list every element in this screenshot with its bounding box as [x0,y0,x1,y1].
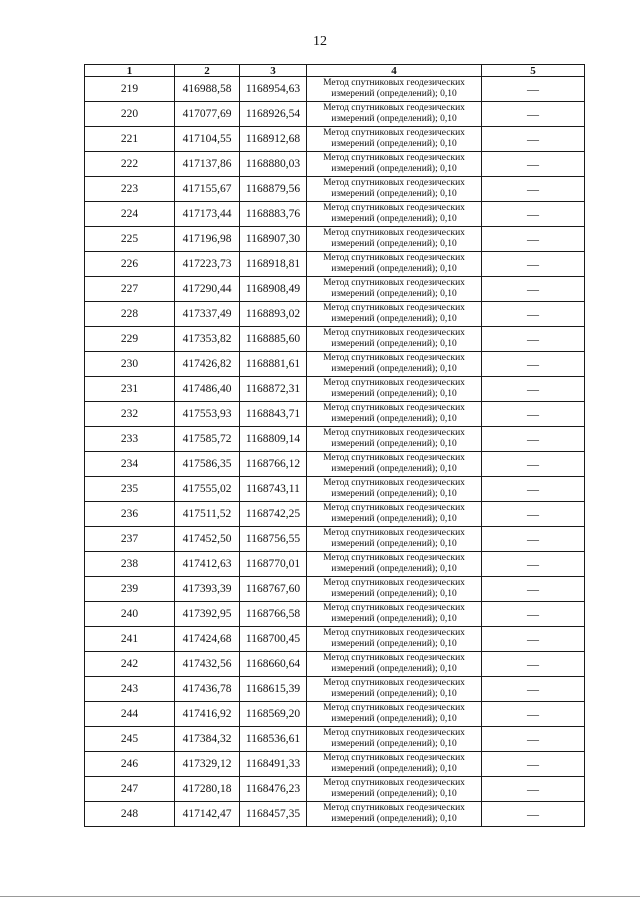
method-line-2: измерений (определений); 0,10 [331,664,457,674]
method-line-2: измерений (определений); 0,10 [331,389,457,399]
y-coordinate-cell: 1168912,68 [240,127,307,152]
x-coordinate-cell: 417155,67 [175,177,240,202]
table-row [85,602,585,627]
y-coordinate-cell: 1168926,54 [240,102,307,127]
method-cell [307,652,482,677]
y-coordinate-cell: 1168918,81 [240,252,307,277]
method-line-1: Метод спутниковых геодезических [323,353,465,363]
y-coordinate-cell: 1168569,20 [240,702,307,727]
point-number-cell: 221 [85,127,175,152]
y-coordinate-cell: 1168742,25 [240,502,307,527]
method-line-1: Метод спутниковых геодезических [323,478,465,488]
y-coordinate-cell: 1168880,03 [240,152,307,177]
table-row [85,277,585,302]
method-cell [307,177,482,202]
y-coordinate-cell: 1168457,35 [240,802,307,827]
method-cell [307,77,482,102]
table-header-row [85,65,585,77]
point-number-cell: 228 [85,302,175,327]
method-cell [307,777,482,802]
method-cell [307,427,482,452]
point-number-cell: 233 [85,427,175,452]
method-cell [307,602,482,627]
table-row [85,127,585,152]
table-row [85,202,585,227]
method-line-2: измерений (определений); 0,10 [331,114,457,124]
column-5-cell: — [482,402,585,427]
column-5-cell: — [482,627,585,652]
point-number-cell: 246 [85,752,175,777]
table-row [85,702,585,727]
x-coordinate-cell: 417486,40 [175,377,240,402]
table-row [85,752,585,777]
table-row [85,777,585,802]
table-row [85,252,585,277]
method-line-1: Метод спутниковых геодезических [323,628,465,638]
method-line-1: Метод спутниковых геодезических [323,753,465,763]
table-row [85,177,585,202]
column-5-cell: — [482,702,585,727]
method-line-1: Метод спутниковых геодезических [323,653,465,663]
point-number-cell: 222 [85,152,175,177]
method-line-1: Метод спутниковых геодезических [323,128,465,138]
column-5-cell: — [482,227,585,252]
point-number-cell: 224 [85,202,175,227]
point-number-cell: 238 [85,552,175,577]
method-line-1: Метод спутниковых геодезических [323,378,465,388]
x-coordinate-cell: 416988,58 [175,77,240,102]
method-line-1: Метод спутниковых геодезических [323,328,465,338]
x-coordinate-cell: 417104,55 [175,127,240,152]
method-cell [307,677,482,702]
x-coordinate-cell: 417452,50 [175,527,240,552]
y-coordinate-cell: 1168879,56 [240,177,307,202]
method-line-2: измерений (определений); 0,10 [331,339,457,349]
y-coordinate-cell: 1168809,14 [240,427,307,452]
column-5-cell: — [482,377,585,402]
table-row [85,77,585,102]
point-number-cell: 240 [85,602,175,627]
method-cell [307,727,482,752]
header-col-2: 2 [175,65,240,77]
table-row [85,327,585,352]
table-row [85,552,585,577]
method-line-2: измерений (определений); 0,10 [331,789,457,799]
x-coordinate-cell: 417586,35 [175,452,240,477]
method-cell [307,252,482,277]
column-5-cell: — [482,552,585,577]
point-number-cell: 227 [85,277,175,302]
method-line-2: измерений (определений); 0,10 [331,264,457,274]
method-cell [307,752,482,777]
column-5-cell: — [482,277,585,302]
column-5-cell: — [482,502,585,527]
x-coordinate-cell: 417416,92 [175,702,240,727]
page-bottom-divider [0,896,640,897]
column-5-cell: — [482,652,585,677]
table-row [85,677,585,702]
point-number-cell: 220 [85,102,175,127]
table-row [85,652,585,677]
x-coordinate-cell: 417329,12 [175,752,240,777]
method-cell [307,327,482,352]
method-line-1: Метод спутниковых геодезических [323,703,465,713]
column-5-cell: — [482,777,585,802]
x-coordinate-cell: 417384,32 [175,727,240,752]
y-coordinate-cell: 1168615,39 [240,677,307,702]
column-5-cell: — [482,77,585,102]
method-cell [307,402,482,427]
y-coordinate-cell: 1168893,02 [240,302,307,327]
column-5-cell: — [482,152,585,177]
method-line-1: Метод спутниковых геодезических [323,278,465,288]
table-row [85,452,585,477]
method-line-2: измерений (определений); 0,10 [331,689,457,699]
point-number-cell: 236 [85,502,175,527]
method-cell [307,702,482,727]
column-5-cell: — [482,677,585,702]
y-coordinate-cell: 1168885,60 [240,327,307,352]
x-coordinate-cell: 417280,18 [175,777,240,802]
method-line-1: Метод спутниковых геодезических [323,528,465,538]
x-coordinate-cell: 417223,73 [175,252,240,277]
y-coordinate-cell: 1168881,61 [240,352,307,377]
header-col-5: 5 [482,65,585,77]
column-5-cell: — [482,602,585,627]
column-5-cell: — [482,302,585,327]
x-coordinate-cell: 417137,86 [175,152,240,177]
x-coordinate-cell: 417412,63 [175,552,240,577]
method-line-2: измерений (определений); 0,10 [331,564,457,574]
y-coordinate-cell: 1168700,45 [240,627,307,652]
y-coordinate-cell: 1168476,23 [240,777,307,802]
method-line-2: измерений (определений); 0,10 [331,714,457,724]
method-line-1: Метод спутниковых геодезических [323,103,465,113]
header-col-3: 3 [240,65,307,77]
point-number-cell: 243 [85,677,175,702]
table-row [85,377,585,402]
column-5-cell: — [482,127,585,152]
point-number-cell: 241 [85,627,175,652]
method-line-1: Метод спутниковых геодезических [323,578,465,588]
point-number-cell: 237 [85,527,175,552]
column-5-cell: — [482,577,585,602]
method-cell [307,627,482,652]
x-coordinate-cell: 417353,82 [175,327,240,352]
method-line-1: Метод спутниковых геодезических [323,153,465,163]
column-5-cell: — [482,452,585,477]
column-5-cell: — [482,727,585,752]
method-line-2: измерений (определений); 0,10 [331,164,457,174]
x-coordinate-cell: 417436,78 [175,677,240,702]
y-coordinate-cell: 1168954,63 [240,77,307,102]
method-cell [307,377,482,402]
y-coordinate-cell: 1168536,61 [240,727,307,752]
y-coordinate-cell: 1168491,33 [240,752,307,777]
table-body [85,77,585,827]
header-col-1: 1 [85,65,175,77]
x-coordinate-cell: 417173,44 [175,202,240,227]
table-row [85,402,585,427]
table-row [85,527,585,552]
method-cell [307,502,482,527]
point-number-cell: 235 [85,477,175,502]
method-line-2: измерений (определений); 0,10 [331,764,457,774]
column-5-cell: — [482,527,585,552]
method-line-2: измерений (определений); 0,10 [331,89,457,99]
column-5-cell: — [482,477,585,502]
method-line-2: измерений (определений); 0,10 [331,589,457,599]
method-line-1: Метод спутниковых геодезических [323,303,465,313]
x-coordinate-cell: 417392,95 [175,602,240,627]
method-line-1: Метод спутниковых геодезических [323,253,465,263]
table-row [85,802,585,827]
method-line-1: Метод спутниковых геодезических [323,428,465,438]
method-line-1: Метод спутниковых геодезических [323,503,465,513]
x-coordinate-cell: 417553,93 [175,402,240,427]
table-row [85,352,585,377]
y-coordinate-cell: 1168907,30 [240,227,307,252]
column-5-cell: — [482,427,585,452]
method-line-2: измерений (определений); 0,10 [331,139,457,149]
method-cell [307,802,482,827]
point-number-cell: 229 [85,327,175,352]
point-number-cell: 225 [85,227,175,252]
method-line-2: измерений (определений); 0,10 [331,364,457,374]
table-row [85,427,585,452]
table-row [85,502,585,527]
column-5-cell: — [482,177,585,202]
x-coordinate-cell: 417585,72 [175,427,240,452]
method-line-2: измерений (определений); 0,10 [331,464,457,474]
table-row [85,152,585,177]
method-line-2: измерений (определений); 0,10 [331,514,457,524]
point-number-cell: 244 [85,702,175,727]
point-number-cell: 247 [85,777,175,802]
column-5-cell: — [482,202,585,227]
method-cell [307,152,482,177]
method-cell [307,302,482,327]
method-cell [307,577,482,602]
method-line-2: измерений (определений); 0,10 [331,289,457,299]
table-row [85,477,585,502]
table-row [85,727,585,752]
method-line-2: измерений (определений); 0,10 [331,189,457,199]
point-number-cell: 219 [85,77,175,102]
y-coordinate-cell: 1168767,60 [240,577,307,602]
method-line-1: Метод спутниковых геодезических [323,203,465,213]
x-coordinate-cell: 417337,49 [175,302,240,327]
y-coordinate-cell: 1168743,11 [240,477,307,502]
table-row [85,102,585,127]
x-coordinate-cell: 417555,02 [175,477,240,502]
point-number-cell: 232 [85,402,175,427]
method-line-2: измерений (определений); 0,10 [331,314,457,324]
y-coordinate-cell: 1168756,55 [240,527,307,552]
method-line-1: Метод спутниковых геодезических [323,728,465,738]
method-line-1: Метод спутниковых геодезических [323,803,465,813]
method-cell [307,227,482,252]
y-coordinate-cell: 1168766,58 [240,602,307,627]
x-coordinate-cell: 417424,68 [175,627,240,652]
method-line-1: Метод спутниковых геодезических [323,453,465,463]
method-cell [307,552,482,577]
column-5-cell: — [482,352,585,377]
method-line-1: Метод спутниковых геодезических [323,778,465,788]
table-row [85,302,585,327]
method-line-2: измерений (определений); 0,10 [331,214,457,224]
point-number-cell: 239 [85,577,175,602]
column-5-cell: — [482,752,585,777]
method-cell [307,352,482,377]
table-row [85,577,585,602]
method-line-1: Метод спутниковых геодезических [323,178,465,188]
method-line-2: измерений (определений); 0,10 [331,814,457,824]
point-number-cell: 230 [85,352,175,377]
x-coordinate-cell: 417393,39 [175,577,240,602]
method-cell [307,127,482,152]
y-coordinate-cell: 1168660,64 [240,652,307,677]
method-line-2: измерений (определений); 0,10 [331,539,457,549]
x-coordinate-cell: 417196,98 [175,227,240,252]
y-coordinate-cell: 1168766,12 [240,452,307,477]
x-coordinate-cell: 417511,52 [175,502,240,527]
method-line-2: измерений (определений); 0,10 [331,414,457,424]
x-coordinate-cell: 417142,47 [175,802,240,827]
point-number-cell: 226 [85,252,175,277]
header-col-4: 4 [307,65,482,77]
method-line-2: измерений (определений); 0,10 [331,489,457,499]
method-line-2: измерений (определений); 0,10 [331,639,457,649]
point-number-cell: 248 [85,802,175,827]
column-5-cell: — [482,102,585,127]
method-cell [307,102,482,127]
method-cell [307,527,482,552]
column-5-cell: — [482,802,585,827]
column-5-cell: — [482,327,585,352]
method-line-2: измерений (определений); 0,10 [331,614,457,624]
point-number-cell: 242 [85,652,175,677]
y-coordinate-cell: 1168872,31 [240,377,307,402]
method-line-2: измерений (определений); 0,10 [331,739,457,749]
method-line-1: Метод спутниковых геодезических [323,553,465,563]
method-cell [307,202,482,227]
y-coordinate-cell: 1168843,71 [240,402,307,427]
method-line-1: Метод спутниковых геодезических [323,228,465,238]
coordinates-table [84,64,585,827]
point-number-cell: 223 [85,177,175,202]
method-cell [307,477,482,502]
page-number: 12 [313,34,327,49]
point-number-cell: 231 [85,377,175,402]
x-coordinate-cell: 417426,82 [175,352,240,377]
method-line-1: Метод спутниковых геодезических [323,678,465,688]
x-coordinate-cell: 417290,44 [175,277,240,302]
table-row [85,627,585,652]
method-cell [307,277,482,302]
point-number-cell: 234 [85,452,175,477]
method-line-1: Метод спутниковых геодезических [323,78,465,88]
x-coordinate-cell: 417077,69 [175,102,240,127]
column-5-cell: — [482,252,585,277]
method-line-2: измерений (определений); 0,10 [331,439,457,449]
method-line-2: измерений (определений); 0,10 [331,239,457,249]
y-coordinate-cell: 1168908,49 [240,277,307,302]
method-line-1: Метод спутниковых геодезических [323,603,465,613]
x-coordinate-cell: 417432,56 [175,652,240,677]
method-line-1: Метод спутниковых геодезических [323,403,465,413]
y-coordinate-cell: 1168770,01 [240,552,307,577]
method-cell [307,452,482,477]
point-number-cell: 245 [85,727,175,752]
table-row [85,227,585,252]
y-coordinate-cell: 1168883,76 [240,202,307,227]
